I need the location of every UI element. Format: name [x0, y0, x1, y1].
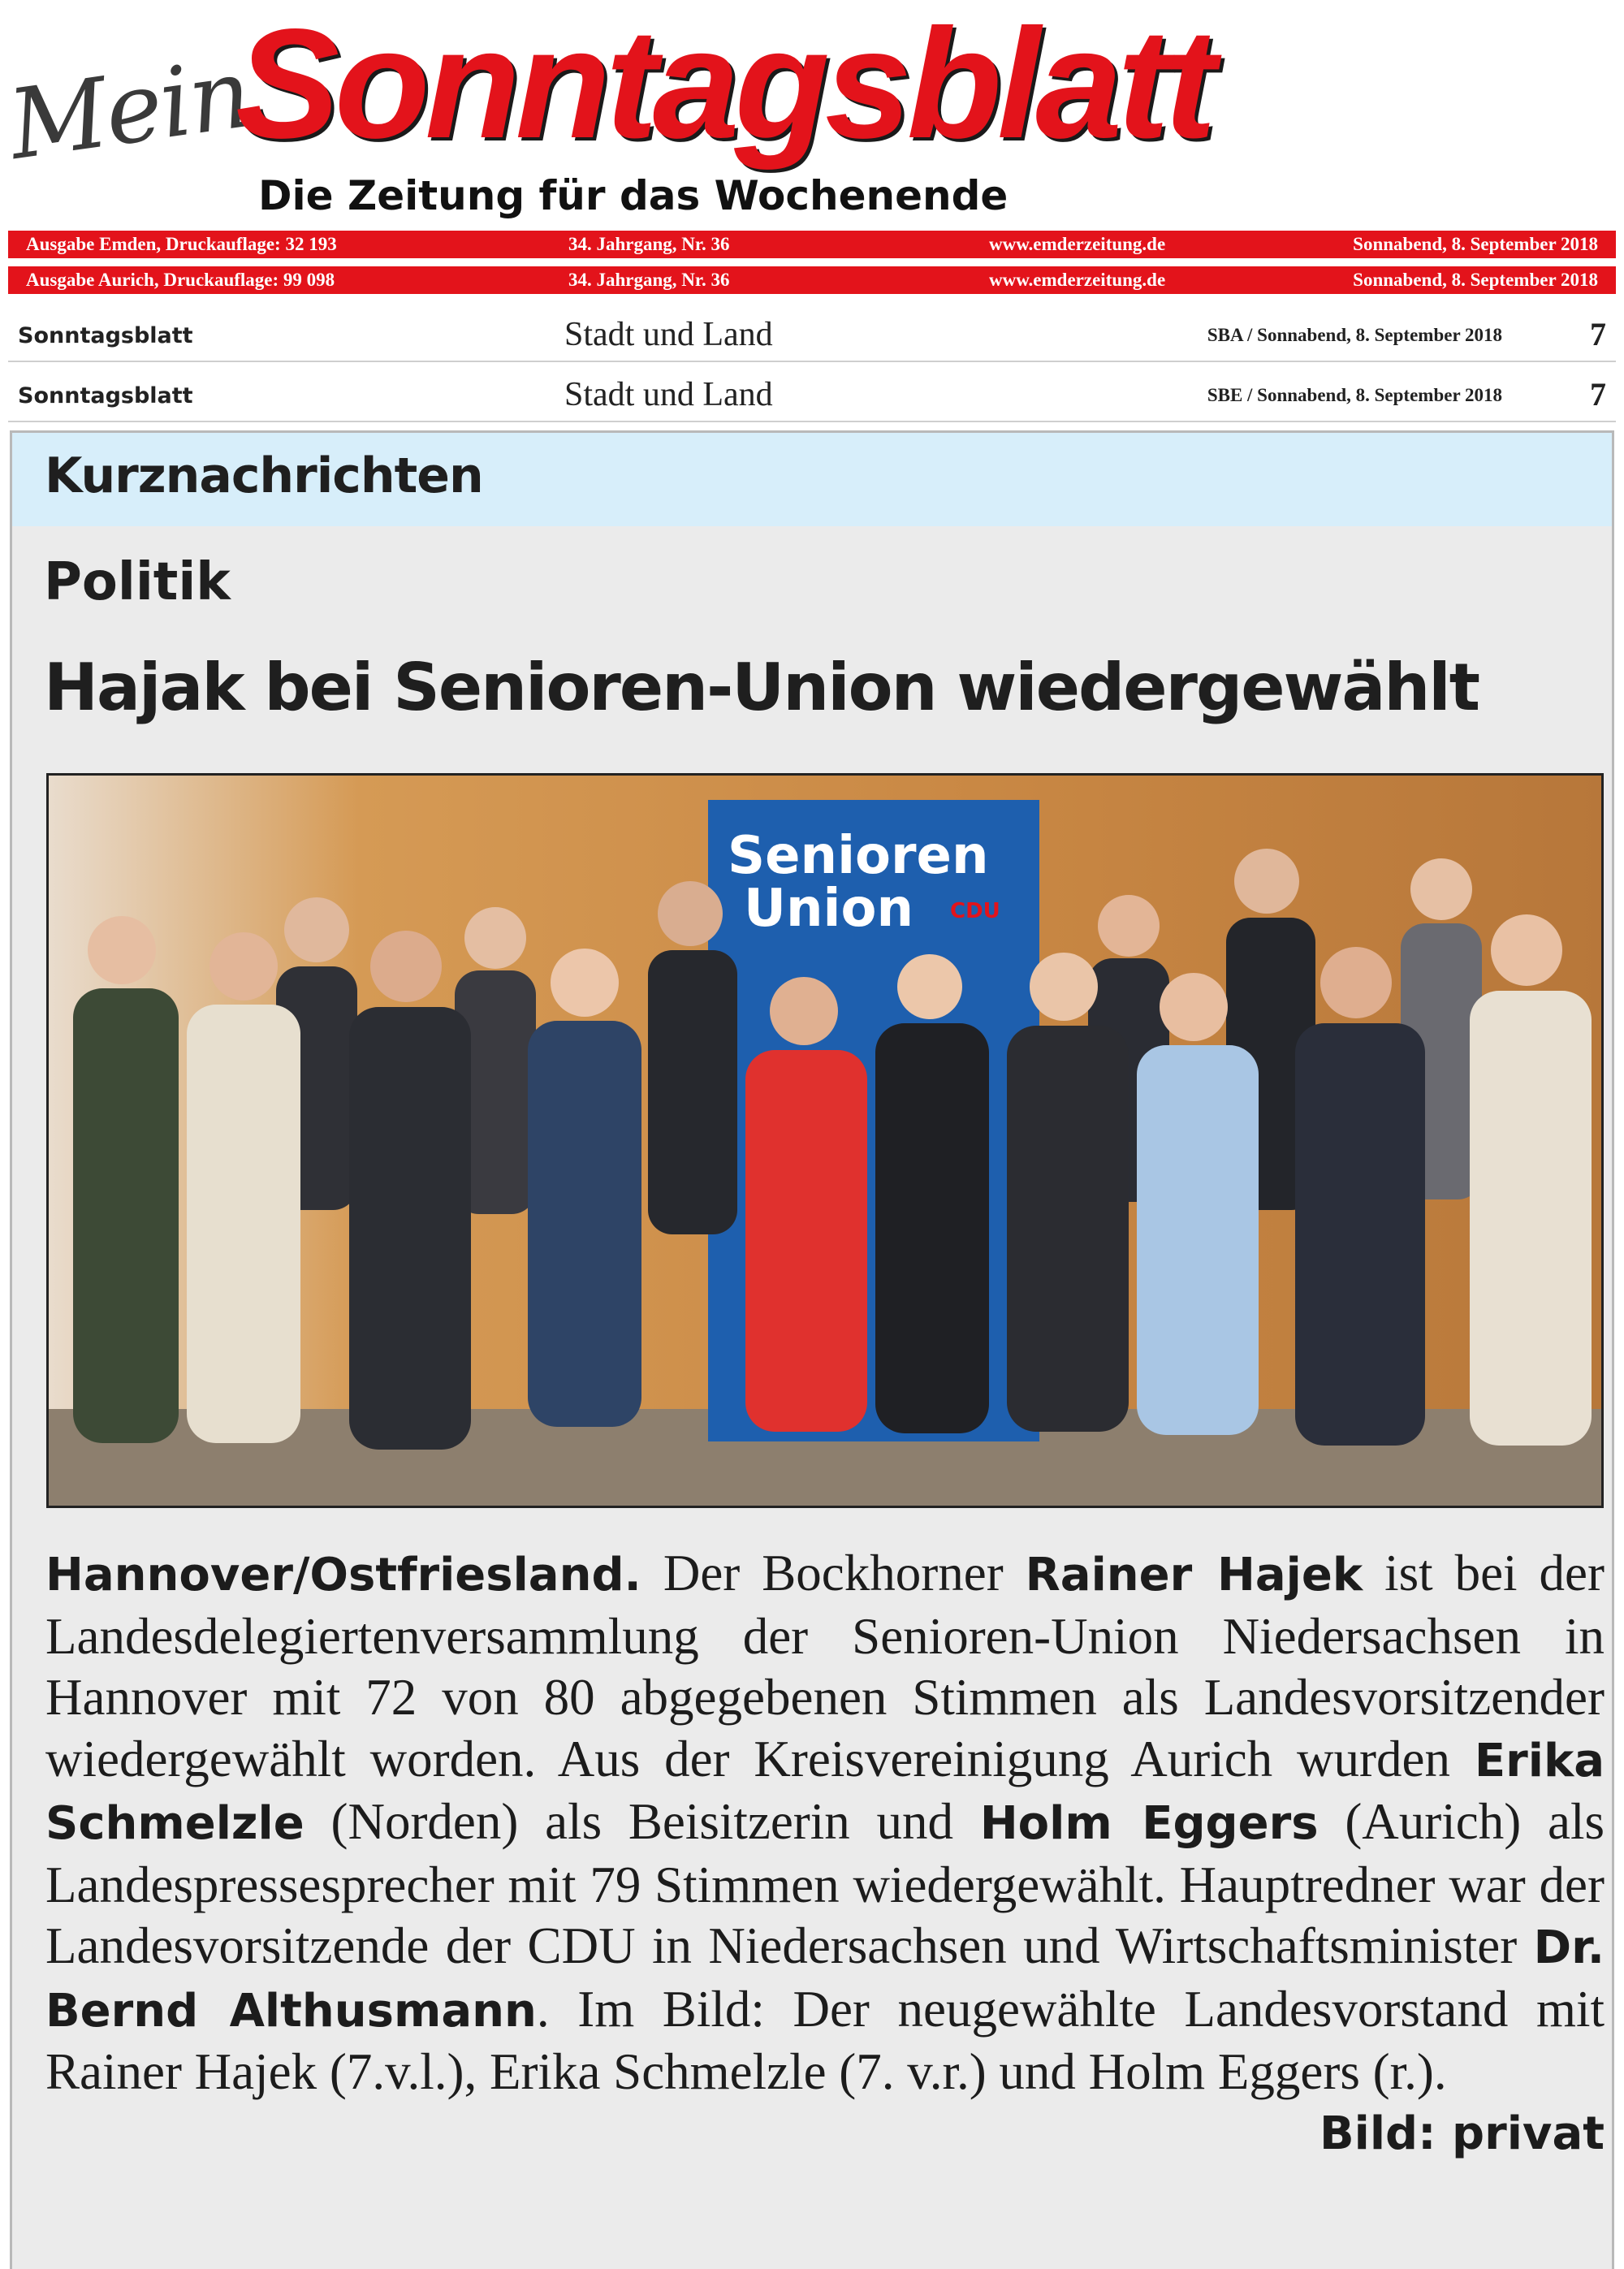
- person-name: Dr. Bernd Althusmann: [45, 1921, 1605, 2038]
- masthead-tagline: Die Zeitung für das Wochenende: [258, 172, 1009, 219]
- article-headline: Hajak bei Senioren-Union wiedergewählt: [44, 650, 1479, 725]
- article-body: [45, 1543, 1605, 2164]
- banner-text-1: Senioren: [728, 826, 989, 886]
- article-kicker: Politik: [44, 552, 231, 612]
- edition-date: Sonnabend, 8. September 2018: [1353, 234, 1598, 254]
- body-text: (Norden) als Beisitzerin und: [304, 1793, 980, 1850]
- person-name: Rainer Hajek: [1025, 1549, 1363, 1601]
- category-label: Kurznachrichten: [45, 447, 483, 504]
- cdu-logo: CDU: [950, 899, 1000, 923]
- edition-name: Ausgabe Aurich, Druckauflage: 99 098: [26, 270, 335, 290]
- edition-volume: 34. Jahrgang, Nr. 36: [568, 270, 730, 290]
- body-text: ist bei der Landesdelegiertenversammlung der Senioren-Union Niedersachsen in Hannover mit 72 von 80 abgegebenen Stimmen als Landesvorsitzender wiedergewählt worden. Aus der Kreisvereinigung Aurich wurden: [45, 1545, 1605, 1787]
- page-number: 7: [1590, 316, 1606, 352]
- person-name: Holm Eggers: [979, 1797, 1319, 1850]
- page-header-sba: [8, 302, 1616, 362]
- section-name: Stadt und Land: [564, 376, 773, 413]
- page-dateline: SBE / Sonnabend, 8. September 2018: [1207, 385, 1502, 405]
- edition-bar-aurich: [8, 266, 1616, 294]
- edition-date: Sonnabend, 8. September 2018: [1353, 270, 1598, 290]
- body-text: Der Bockhorner: [641, 1545, 1026, 1601]
- body-text: . Im Bild: Der neugewählte Landesvorstand mit Rainer Hajek (7.v.l.), Erika Schmelzle (7. v.r.) und Holm Eggers (r.).: [45, 1980, 1605, 2100]
- category-bar: [10, 430, 1614, 526]
- group-photo: [46, 773, 1604, 1508]
- person-name: Erika Schmelzle: [45, 1734, 1605, 1850]
- publication-name: Sonntagsblatt: [18, 323, 193, 348]
- page-dateline: SBA / Sonnabend, 8. September 2018: [1207, 325, 1502, 345]
- edition-name: Ausgabe Emden, Druckauflage: 32 193: [26, 234, 337, 254]
- masthead-title: Sonntagsblatt: [235, 0, 1212, 171]
- edition-url[interactable]: www.emderzeitung.de: [989, 270, 1166, 290]
- edition-bar-emden: [8, 231, 1616, 258]
- group-photo-illustration: [49, 776, 1601, 1506]
- article-dateline: Hannover/Ostfriesland.: [45, 1549, 641, 1601]
- edition-volume: 34. Jahrgang, Nr. 36: [568, 234, 730, 254]
- photo-credit: Bild: privat: [1319, 2107, 1605, 2160]
- body-text: (Aurich) als Landespressesprecher mit 79 Stimmen wiedergewählt. Hauptredner war der Landesvorsitzende der CDU in Niedersachsen und Wirtschaftsminister: [45, 1793, 1605, 1974]
- publication-name: Sonntagsblatt: [18, 383, 193, 408]
- edition-url[interactable]: www.emderzeitung.de: [989, 234, 1166, 254]
- banner-text-2: Union: [744, 879, 914, 939]
- masthead-prefix: Mein: [2, 37, 257, 181]
- section-name: Stadt und Land: [564, 316, 773, 353]
- page-number: 7: [1590, 376, 1606, 413]
- page-header-sbe: [8, 362, 1616, 422]
